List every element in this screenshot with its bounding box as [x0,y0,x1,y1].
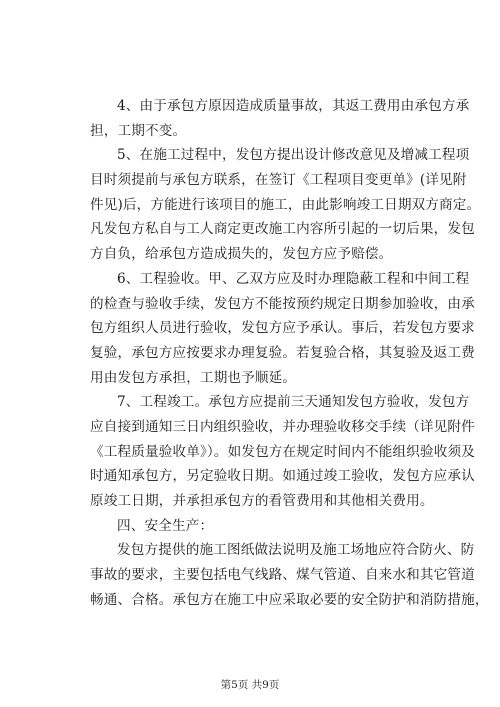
text-line: 四、安全生产： [117,517,214,534]
text-line: 应自接到通知三日内组织验收，并办理验收移交手续（详见附件 [90,418,475,435]
text-line: 的检查与验收手续，发包方不能按预约规定日期参加验收，由承 [90,295,475,312]
text-line: 凡发包方私自与工人商定更改施工内容所引起的一切后果，发包 [90,221,475,238]
text-line: 用由发包方承担，工期也予顺延。 [90,369,297,386]
page-footer: 第5页 共9页 [220,679,280,691]
text-line: 7、工程竣工。承包方应提前三天通知发包方验收，发包方 [117,394,470,411]
text-line: 复验，承包方应按要求办理复验。若复验合格，其复验及返工费 [90,344,475,361]
text-line: 件见)后，方能进行该项目的施工，由此影响竣工日期双方商定。 [90,196,481,213]
text-line: 原竣工日期，并承担承包方的看管费用和其他相关费用。 [90,493,434,509]
text-line: 担，工期不变。 [90,122,187,139]
text-line: 5、在施工过程中，发包方提出设计修改意见及增减工程项 [117,147,470,164]
text-line: 事故的要求，主要包括电气线路、煤气管道、自来水和其它管道 [90,567,475,584]
text-line: 发包方提供的施工图纸做法说明及施工场地应符合防火、防 [117,542,475,559]
text-line: 包方组织人员进行验收，发包方应予承认。事后，若发包方要求 [90,320,475,337]
text-line: 时通知承包方，另定验收日期。如通过竣工验收，发包方应承认 [90,468,475,485]
text-line: 《工程质量验收单》）。如发包方在规定时间内不能组织验收须及 [90,443,475,460]
document-body [90,94,489,612]
text-line: 6、工程验收。甲、乙双方应及时办理隐蔽工程和中间工程 [117,270,470,287]
text-line: 畅通、合格。承包方在施工中应采取必要的安全防护和消防措施， [90,591,489,608]
text-line: 4、由于承包方原因造成质量事故，其返工费用由承包方承 [117,98,470,114]
text-line: 方自负，给承包方造成损失的，发包方应予赔偿。 [90,246,393,263]
text-line: 目时须提前与承包方联系，在签订《工程项目变更单》(详见附 [90,172,467,189]
